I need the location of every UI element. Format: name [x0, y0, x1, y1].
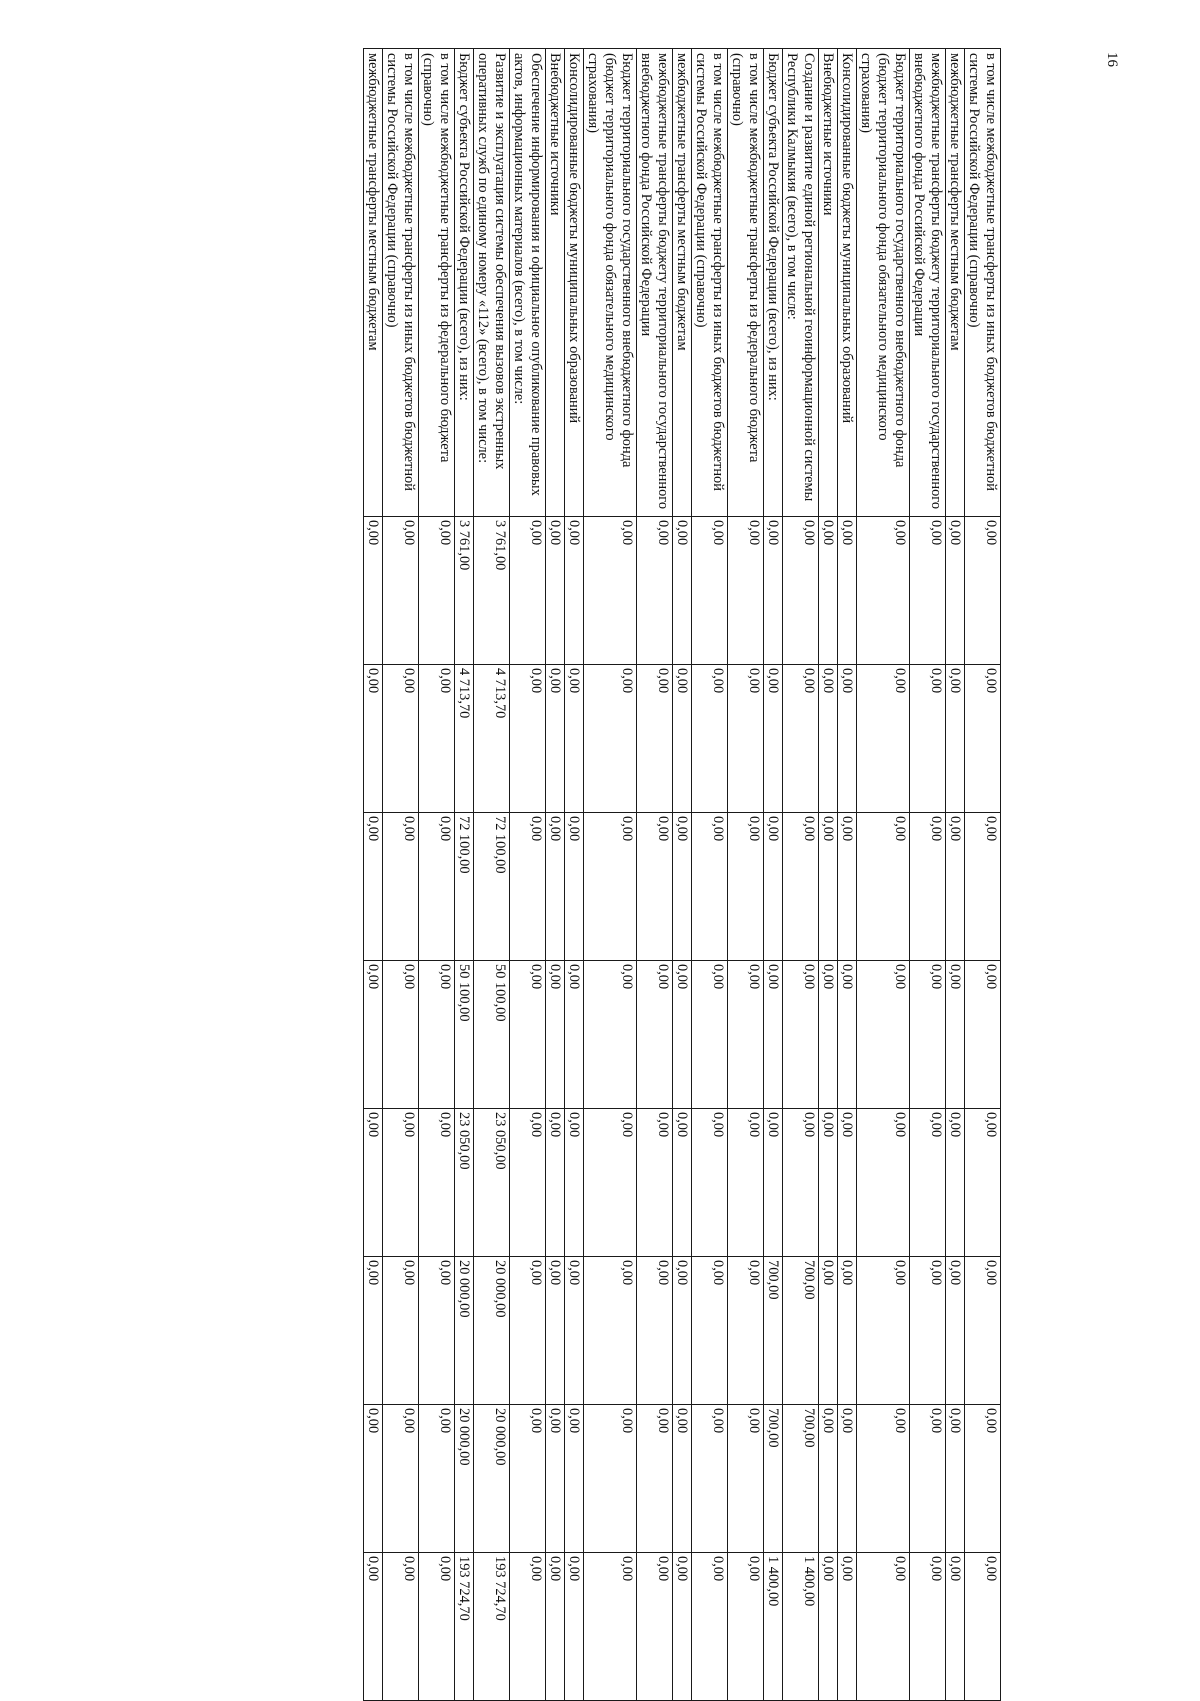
value-cell: 0,00 — [364, 813, 383, 961]
table-row — [783, 49, 819, 1701]
value-cell: 0,00 — [728, 1405, 764, 1553]
value-cell: 0,00 — [584, 665, 637, 813]
value-cell: 20 000,00 — [455, 1257, 474, 1405]
value-cell: 193 724,70 — [455, 1553, 474, 1701]
table-body — [364, 49, 1001, 1701]
value-cell: 0,00 — [637, 1109, 673, 1257]
value-cell: 0,00 — [584, 1553, 637, 1701]
value-cell: 700,00 — [764, 1405, 783, 1553]
value-cell: 0,00 — [510, 1405, 546, 1553]
row-label: в том числе межбюджетные трансферты из иных бюджетов бюджетной системы Российской Федерации (справочно) — [965, 49, 1001, 517]
value-cell: 0,00 — [783, 665, 819, 813]
value-cell: 0,00 — [692, 1109, 728, 1257]
value-cell: 0,00 — [910, 813, 946, 961]
value-cell: 0,00 — [965, 1553, 1001, 1701]
value-cell: 50 100,00 — [455, 961, 474, 1109]
value-cell: 0,00 — [692, 665, 728, 813]
value-cell: 0,00 — [692, 813, 728, 961]
value-cell: 0,00 — [910, 1257, 946, 1405]
value-cell: 0,00 — [946, 1109, 965, 1257]
value-cell: 0,00 — [546, 665, 565, 813]
value-cell: 0,00 — [510, 517, 546, 665]
value-cell: 0,00 — [673, 961, 692, 1109]
row-label: Бюджет субъекта Российской Федерации (всего), из них: — [455, 49, 474, 517]
value-cell: 0,00 — [383, 517, 419, 665]
value-cell: 0,00 — [838, 813, 857, 961]
value-cell: 0,00 — [692, 517, 728, 665]
row-label: Обеспечение информирования и официальное опубликование правовых актов, информационных материалов (всего), в том числе: — [510, 49, 546, 517]
value-cell: 0,00 — [419, 1109, 455, 1257]
value-cell: 0,00 — [783, 517, 819, 665]
value-cell: 0,00 — [838, 1553, 857, 1701]
value-cell: 0,00 — [673, 813, 692, 961]
row-label: Бюджет территориального государственного внебюджетного фонда (бюджет территориального фонда обязательного медицинского страхования) — [584, 49, 637, 517]
value-cell: 0,00 — [419, 961, 455, 1109]
table-row — [946, 49, 965, 1701]
value-cell: 0,00 — [819, 1553, 838, 1701]
value-cell: 4 713,70 — [474, 665, 510, 813]
value-cell: 0,00 — [857, 1257, 910, 1405]
value-cell: 0,00 — [764, 961, 783, 1109]
value-cell: 0,00 — [546, 517, 565, 665]
value-cell: 0,00 — [584, 1405, 637, 1553]
value-cell: 0,00 — [546, 1257, 565, 1405]
value-cell: 0,00 — [838, 1109, 857, 1257]
value-cell: 193 724,70 — [474, 1553, 510, 1701]
value-cell: 0,00 — [764, 813, 783, 961]
value-cell: 0,00 — [819, 1405, 838, 1553]
value-cell: 0,00 — [728, 1257, 764, 1405]
value-cell: 0,00 — [838, 517, 857, 665]
value-cell: 0,00 — [673, 1553, 692, 1701]
value-cell: 0,00 — [857, 813, 910, 961]
value-cell: 0,00 — [565, 961, 584, 1109]
value-cell: 0,00 — [584, 1109, 637, 1257]
value-cell: 0,00 — [728, 813, 764, 961]
row-label: в том числе межбюджетные трансферты из федерального бюджета (справочно) — [728, 49, 764, 517]
page-number: 16 — [1104, 52, 1120, 67]
value-cell: 0,00 — [510, 813, 546, 961]
value-cell: 0,00 — [692, 1553, 728, 1701]
value-cell: 0,00 — [692, 1405, 728, 1553]
table-row — [692, 49, 728, 1701]
value-cell: 0,00 — [419, 1257, 455, 1405]
value-cell: 20 000,00 — [474, 1257, 510, 1405]
table-row — [637, 49, 673, 1701]
value-cell: 0,00 — [546, 1405, 565, 1553]
value-cell: 0,00 — [783, 1109, 819, 1257]
value-cell: 0,00 — [364, 517, 383, 665]
row-label: в том числе межбюджетные трансферты из иных бюджетов бюджетной системы Российской Федерации (справочно) — [692, 49, 728, 517]
table-row — [965, 49, 1001, 1701]
value-cell: 0,00 — [965, 1109, 1001, 1257]
row-label: Бюджет территориального государственного внебюджетного фонда (бюджет территориального фонда обязательного медицинского страхования) — [857, 49, 910, 517]
value-cell: 700,00 — [783, 1257, 819, 1405]
value-cell: 50 100,00 — [474, 961, 510, 1109]
value-cell: 0,00 — [838, 961, 857, 1109]
value-cell: 0,00 — [565, 1553, 584, 1701]
value-cell: 0,00 — [510, 1257, 546, 1405]
value-cell: 0,00 — [584, 1257, 637, 1405]
value-cell: 0,00 — [419, 1553, 455, 1701]
table-row — [419, 49, 455, 1701]
value-cell: 0,00 — [819, 1257, 838, 1405]
value-cell: 0,00 — [764, 1109, 783, 1257]
value-cell: 0,00 — [637, 665, 673, 813]
rotated-document — [363, 48, 1001, 1700]
value-cell: 0,00 — [637, 1553, 673, 1701]
value-cell: 0,00 — [692, 961, 728, 1109]
table-row — [838, 49, 857, 1701]
value-cell: 0,00 — [546, 1553, 565, 1701]
value-cell: 0,00 — [510, 665, 546, 813]
table-row — [364, 49, 383, 1701]
value-cell: 0,00 — [946, 813, 965, 961]
row-label: Внебюджетные источники — [819, 49, 838, 517]
table-row — [510, 49, 546, 1701]
value-cell: 0,00 — [910, 1405, 946, 1553]
row-label: Создание и развитие единой региональной геоинформационной системы Республики Калмыкия (всего), в том числе: — [783, 49, 819, 517]
value-cell: 23 050,00 — [474, 1109, 510, 1257]
value-cell: 0,00 — [692, 1257, 728, 1405]
value-cell: 0,00 — [946, 1405, 965, 1553]
value-cell: 0,00 — [637, 1405, 673, 1553]
value-cell: 0,00 — [364, 1405, 383, 1553]
value-cell: 0,00 — [673, 1109, 692, 1257]
value-cell: 0,00 — [584, 813, 637, 961]
value-cell: 0,00 — [728, 1109, 764, 1257]
value-cell: 0,00 — [783, 813, 819, 961]
value-cell: 0,00 — [419, 813, 455, 961]
value-cell: 0,00 — [510, 1553, 546, 1701]
row-label: Консолидированные бюджеты муниципальных образований — [838, 49, 857, 517]
value-cell: 0,00 — [728, 517, 764, 665]
value-cell: 0,00 — [946, 1553, 965, 1701]
value-cell: 0,00 — [819, 665, 838, 813]
table-row — [819, 49, 838, 1701]
value-cell: 0,00 — [673, 517, 692, 665]
value-cell: 0,00 — [637, 1257, 673, 1405]
value-cell: 0,00 — [910, 1109, 946, 1257]
value-cell: 0,00 — [383, 1405, 419, 1553]
table-row — [455, 49, 474, 1701]
table-row — [383, 49, 419, 1701]
value-cell: 0,00 — [965, 665, 1001, 813]
value-cell: 0,00 — [965, 1405, 1001, 1553]
value-cell: 0,00 — [546, 961, 565, 1109]
value-cell: 0,00 — [565, 1405, 584, 1553]
value-cell: 0,00 — [364, 1109, 383, 1257]
value-cell: 0,00 — [383, 1553, 419, 1701]
value-cell: 0,00 — [783, 961, 819, 1109]
value-cell: 0,00 — [728, 961, 764, 1109]
value-cell: 0,00 — [364, 961, 383, 1109]
value-cell: 3 761,00 — [455, 517, 474, 665]
value-cell: 0,00 — [419, 1405, 455, 1553]
row-label: в том числе межбюджетные трансферты из федерального бюджета (справочно) — [419, 49, 455, 517]
value-cell: 0,00 — [584, 961, 637, 1109]
value-cell: 700,00 — [783, 1405, 819, 1553]
table-row — [546, 49, 565, 1701]
value-cell: 72 100,00 — [474, 813, 510, 961]
table-row — [474, 49, 510, 1701]
row-label: Консолидированные бюджеты муниципальных образований — [565, 49, 584, 517]
value-cell: 0,00 — [565, 1109, 584, 1257]
value-cell: 0,00 — [819, 813, 838, 961]
value-cell: 0,00 — [584, 517, 637, 665]
row-label: межбюджетные трансферты бюджету территориального государственного внебюджетного фонда Российской Федерации — [637, 49, 673, 517]
value-cell: 0,00 — [637, 961, 673, 1109]
value-cell: 0,00 — [910, 1553, 946, 1701]
table-row — [728, 49, 764, 1701]
value-cell: 0,00 — [965, 1257, 1001, 1405]
value-cell: 0,00 — [838, 665, 857, 813]
value-cell: 0,00 — [838, 1405, 857, 1553]
budget-table — [363, 48, 1001, 1701]
value-cell: 0,00 — [364, 1257, 383, 1405]
value-cell: 0,00 — [565, 1257, 584, 1405]
value-cell: 0,00 — [383, 813, 419, 961]
value-cell: 0,00 — [857, 665, 910, 813]
value-cell: 0,00 — [910, 517, 946, 665]
value-cell: 0,00 — [673, 1257, 692, 1405]
value-cell: 0,00 — [383, 665, 419, 813]
table-row — [910, 49, 946, 1701]
value-cell: 0,00 — [819, 961, 838, 1109]
value-cell: 0,00 — [383, 961, 419, 1109]
value-cell: 20 000,00 — [474, 1405, 510, 1553]
value-cell: 0,00 — [364, 665, 383, 813]
value-cell: 0,00 — [819, 1109, 838, 1257]
value-cell: 0,00 — [419, 665, 455, 813]
value-cell: 0,00 — [728, 1553, 764, 1701]
table-row — [584, 49, 637, 1701]
value-cell: 1 400,00 — [764, 1553, 783, 1701]
row-label: межбюджетные трансферты бюджету территориального государственного внебюджетного фонда Российской Федерации — [910, 49, 946, 517]
value-cell: 0,00 — [383, 1257, 419, 1405]
value-cell: 0,00 — [965, 813, 1001, 961]
value-cell: 0,00 — [910, 961, 946, 1109]
value-cell: 20 000,00 — [455, 1405, 474, 1553]
value-cell: 0,00 — [965, 517, 1001, 665]
value-cell: 0,00 — [819, 517, 838, 665]
table-row — [857, 49, 910, 1701]
row-label: Развитие и эксплуатация системы обеспечения вызовов экстренных оперативных служб по единому номеру «112» (всего), в том числе: — [474, 49, 510, 517]
value-cell: 72 100,00 — [455, 813, 474, 961]
value-cell: 0,00 — [857, 1553, 910, 1701]
value-cell: 0,00 — [565, 665, 584, 813]
value-cell: 0,00 — [364, 1553, 383, 1701]
value-cell: 0,00 — [510, 1109, 546, 1257]
value-cell: 0,00 — [857, 517, 910, 665]
value-cell: 0,00 — [419, 517, 455, 665]
row-label: межбюджетные трансферты местным бюджетам — [673, 49, 692, 517]
value-cell: 0,00 — [857, 1405, 910, 1553]
value-cell: 0,00 — [910, 665, 946, 813]
value-cell: 0,00 — [546, 813, 565, 961]
value-cell: 0,00 — [946, 1257, 965, 1405]
value-cell: 23 050,00 — [455, 1109, 474, 1257]
value-cell: 0,00 — [857, 1109, 910, 1257]
value-cell: 0,00 — [510, 961, 546, 1109]
table-row — [764, 49, 783, 1701]
table-row — [565, 49, 584, 1701]
value-cell: 0,00 — [965, 961, 1001, 1109]
value-cell: 0,00 — [728, 665, 764, 813]
value-cell: 0,00 — [565, 813, 584, 961]
value-cell: 0,00 — [857, 961, 910, 1109]
value-cell: 0,00 — [637, 517, 673, 665]
value-cell: 4 713,70 — [455, 665, 474, 813]
value-cell: 0,00 — [637, 813, 673, 961]
value-cell: 700,00 — [764, 1257, 783, 1405]
table-row — [673, 49, 692, 1701]
value-cell: 3 761,00 — [474, 517, 510, 665]
value-cell: 0,00 — [946, 665, 965, 813]
row-label: Внебюджетные источники — [546, 49, 565, 517]
value-cell: 0,00 — [764, 665, 783, 813]
row-label: Бюджет субъекта Российской Федерации (всего), из них: — [764, 49, 783, 517]
row-label: межбюджетные трансферты местным бюджетам — [364, 49, 383, 517]
value-cell: 0,00 — [764, 517, 783, 665]
value-cell: 0,00 — [546, 1109, 565, 1257]
value-cell: 1 400,00 — [783, 1553, 819, 1701]
value-cell: 0,00 — [673, 1405, 692, 1553]
value-cell: 0,00 — [383, 1109, 419, 1257]
value-cell: 0,00 — [565, 517, 584, 665]
row-label: межбюджетные трансферты местным бюджетам — [946, 49, 965, 517]
row-label: в том числе межбюджетные трансферты из иных бюджетов бюджетной системы Российской Федерации (справочно) — [383, 49, 419, 517]
value-cell: 0,00 — [946, 961, 965, 1109]
value-cell: 0,00 — [838, 1257, 857, 1405]
value-cell: 0,00 — [946, 517, 965, 665]
value-cell: 0,00 — [673, 665, 692, 813]
